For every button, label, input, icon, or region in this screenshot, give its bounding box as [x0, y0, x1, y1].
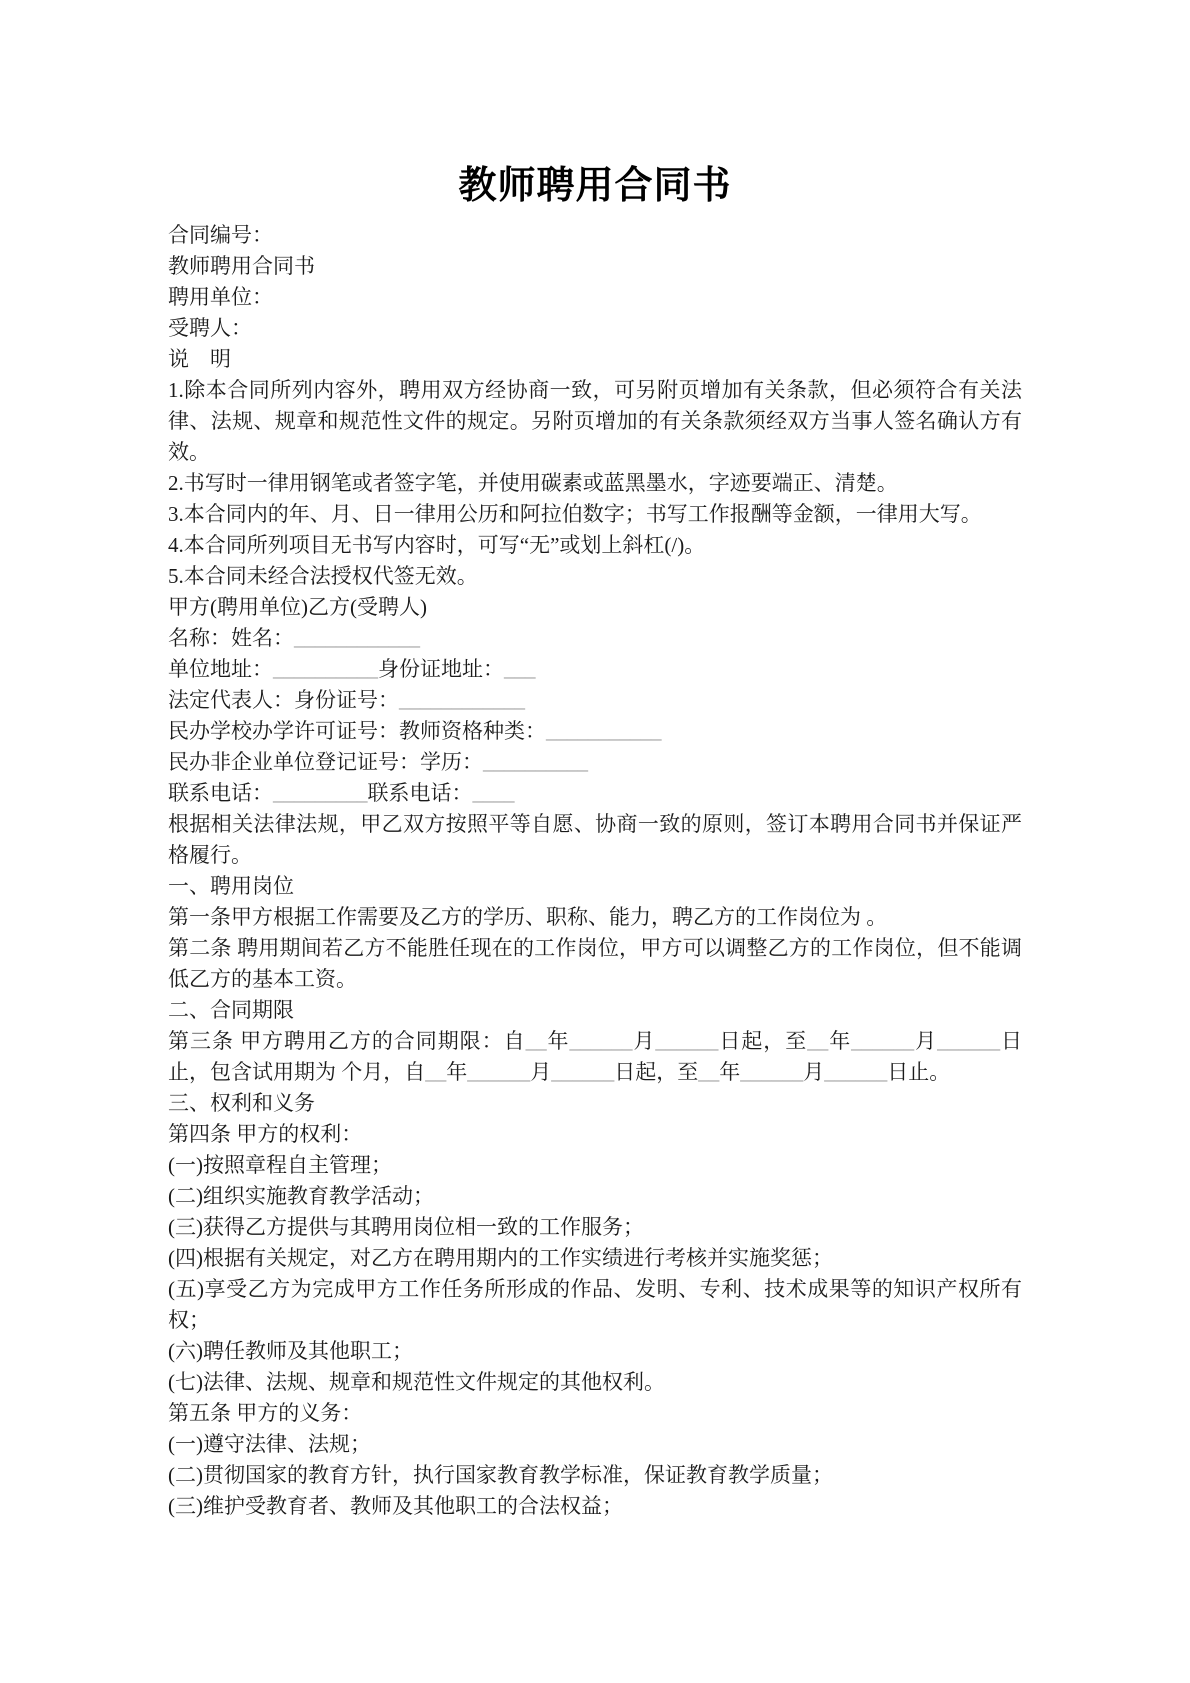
contract-document	[168, 160, 1022, 1522]
clause-5-heading: 第五条 甲方的义务：	[168, 1401, 363, 1425]
clause-4-heading: 第四条 甲方的权利：	[168, 1122, 363, 1146]
blank-line: ___	[504, 657, 536, 681]
heading-section-3: 三、权利和义务	[168, 1091, 315, 1115]
clause-4-item-4: (四)根据有关规定，对乙方在聘用期内的工作实绩进行考核并实施奖惩；	[168, 1246, 833, 1270]
blank-line: ____________	[399, 688, 525, 712]
blank-line: ______	[851, 1029, 915, 1053]
blank-line: _________	[273, 781, 368, 805]
clause-4-item-3: (三)获得乙方提供与其聘用岗位相一致的工作服务；	[168, 1215, 644, 1239]
clause-5-item-2: (二)贯彻国家的教育方针，执行国家教育教学标准，保证教育教学质量；	[168, 1463, 833, 1487]
clause-5-item-1: (一)遵守法律、法规；	[168, 1432, 371, 1456]
blank-line: ______	[740, 1060, 804, 1084]
blank-line: __	[807, 1029, 829, 1053]
blank-line: ______	[551, 1060, 615, 1084]
line-contract-number: 合同编号：	[168, 223, 273, 247]
blank-line: __________	[483, 750, 588, 774]
blank-line: __________	[273, 657, 378, 681]
blank-line: __	[525, 1029, 547, 1053]
blank-line: ______	[937, 1029, 1001, 1053]
blank-line: ____________	[294, 626, 420, 650]
blank-line: __	[425, 1060, 447, 1084]
clause-4-item-2: (二)组织实施教育教学活动；	[168, 1184, 434, 1208]
line-employer-label: 聘用单位：	[168, 285, 273, 309]
line-parties-heading: 甲方(聘用单位)乙方(受聘人)	[168, 595, 427, 619]
field-phone: 联系电话：_________联系电话：____	[168, 781, 515, 805]
clause-4-item-5: (五)享受乙方为完成甲方工作任务所形成的作品、发明、专利、技术成果等的知识产权所有权；	[168, 1277, 1022, 1332]
clause-4-item-6: (六)聘任教师及其他职工；	[168, 1339, 413, 1363]
heading-notes: 说 明	[168, 347, 231, 371]
note-item-2: 2.书写时一律用钢笔或者签字笔，并使用碳素或蓝黑墨水，字迹要端正、清楚。	[168, 471, 898, 495]
clause-4-item-7: (七)法律、法规、规章和规范性文件规定的其他权利。	[168, 1370, 665, 1394]
heading-section-2: 二、合同期限	[168, 998, 294, 1022]
clause-2: 第二条 聘用期间若乙方不能胜任现在的工作岗位，甲方可以调整乙方的工作岗位，但不能调低乙方的基本工资。	[168, 936, 1022, 991]
field-legal-representative: 法定代表人：身份证号：____________	[168, 688, 525, 712]
blank-line: ______	[569, 1029, 633, 1053]
para-preamble: 根据相关法律法规，甲乙双方按照平等自愿、协商一致的原则，签订本聘用合同书并保证严格履行。	[168, 812, 1022, 867]
blank-line: ____	[472, 781, 515, 805]
note-item-1: 1.除本合同所列内容外，聘用双方经协商一致，可另附页增加有关条款，但必须符合有关法律、法规、规章和规范性文件的规定。另附页增加的有关条款须经双方当事人签名确认方有效。	[168, 378, 1022, 464]
clause-3: 第三条 甲方聘用乙方的合同期限：自__年______月______日起，至__年______月______日止，包含试用期为 个月，自__年______月______日起，至__年______月______日止。	[168, 1029, 1023, 1084]
field-registration-number: 民办非企业单位登记证号：学历：__________	[168, 750, 588, 774]
clause-5-item-3: (三)维护受教育者、教师及其他职工的合法权益；	[168, 1494, 623, 1518]
field-address: 单位地址：__________身份证地址：___	[168, 657, 536, 681]
clause-1: 第一条甲方根据工作需要及乙方的学历、职称、能力，聘乙方的工作岗位为 。	[168, 905, 888, 929]
document-title: 教师聘用合同书	[458, 165, 732, 207]
heading-section-1: 一、聘用岗位	[168, 874, 294, 898]
note-item-3: 3.本合同内的年、月、日一律用公历和阿拉伯数字；书写工作报酬等金额，一律用大写。	[168, 502, 982, 526]
blank-line: ______	[467, 1060, 531, 1084]
clause-4-item-1: (一)按照章程自主管理；	[168, 1153, 392, 1177]
note-item-5: 5.本合同未经合法授权代签无效。	[168, 564, 478, 588]
note-item-4: 4.本合同所列项目无书写内容时，可写“无”或划上斜杠(/)。	[168, 533, 706, 557]
blank-line: ______	[655, 1029, 719, 1053]
field-school-license: 民办学校办学许可证号：教师资格种类：___________	[168, 719, 662, 743]
blank-line: ___________	[546, 719, 662, 743]
line-employee-label: 受聘人：	[168, 316, 252, 340]
blank-line: ______	[824, 1060, 888, 1084]
blank-line: __	[698, 1060, 720, 1084]
field-name: 名称：姓名：____________	[168, 626, 420, 650]
line-doc-name: 教师聘用合同书	[168, 254, 315, 278]
